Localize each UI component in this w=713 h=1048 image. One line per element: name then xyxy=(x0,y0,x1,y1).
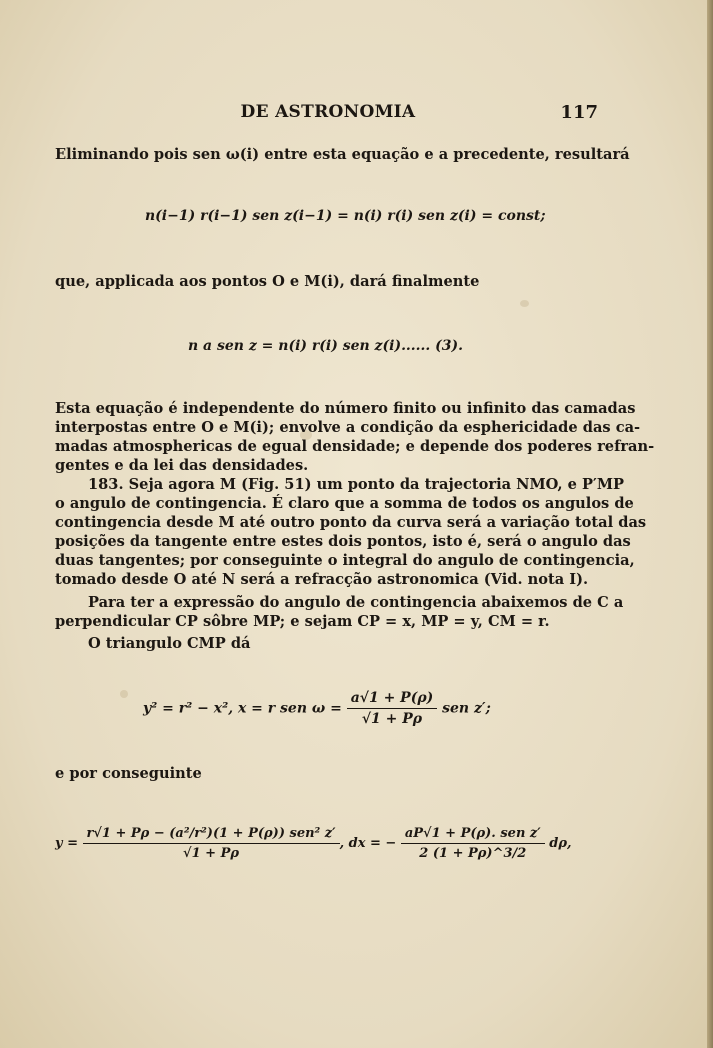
text-line: que, applicada aos pontos O e M(i), dará finalmente xyxy=(55,273,480,290)
text-line: perpendicular CP sôbre MP; e sejam CP = x, MP = y, CM = r. xyxy=(55,613,550,630)
paper-stain xyxy=(520,300,529,307)
equation-4-fraction-2 xyxy=(401,826,545,861)
equation-3-left: y² = r² − x², x = r sen ω = xyxy=(143,700,347,717)
equation-3-right: sen z′; xyxy=(437,700,491,717)
text-line: madas atmosphericas de egual densidade; e depende dos poderes refran- xyxy=(55,438,655,455)
fraction-denominator: 2 (1 + Pρ)^3/2 xyxy=(419,846,527,861)
paper-stain xyxy=(120,690,128,698)
text-line: interpostas entre O e M(i); envolve a condição da esphericidade das ca- xyxy=(55,419,641,436)
page-edge xyxy=(707,0,713,1048)
text-line: 183. Seja agora M (Fig. 51) um ponto da trajectoria NMO, e P′MP xyxy=(88,476,624,493)
equation-4-middle: , dx = − xyxy=(339,836,401,851)
text-line: contingencia desde M até outro ponto da curva será a variação total das xyxy=(55,514,647,531)
equation-4-tail: dρ, xyxy=(544,836,572,851)
equation-4-fraction-1 xyxy=(83,826,340,861)
equation-2: n a sen z = n(i) r(i) sen z(i)...... (3). xyxy=(188,338,464,354)
text-line: duas tangentes; por conseguinte o integral do angulo de contingencia, xyxy=(55,552,635,569)
page-header xyxy=(58,102,598,126)
text-line: e por conseguinte xyxy=(55,765,202,782)
text-line: Esta equação é independente do número finito ou infinito das camadas xyxy=(55,400,636,417)
equation-4 xyxy=(55,826,572,861)
fraction-denominator: √1 + Pρ xyxy=(183,846,240,861)
text-line: Eliminando pois sen ω(i) entre esta equação e a precedente, resultará xyxy=(55,146,630,163)
fraction-numerator: a√1 + P(ρ) xyxy=(347,690,438,709)
page-number: 117 xyxy=(560,102,598,123)
text-line: posições da tangente entre estes dois pontos, isto é, será o angulo das xyxy=(55,533,631,550)
fraction-numerator: r√1 + Pρ − (a²/r²)(1 + P(ρ)) sen² z′ xyxy=(83,826,340,844)
equation-3 xyxy=(143,690,491,727)
text-line: tomado desde O até N será a refracção astronomica (Vid. nota I). xyxy=(55,571,589,588)
fraction-denominator: √1 + Pρ xyxy=(361,711,423,727)
text-line: Para ter a expressão do angulo de contingencia abaixemos de C a xyxy=(88,594,624,611)
equation-4-lhs: y = xyxy=(55,836,83,851)
running-title: DE ASTRONOMIA xyxy=(240,102,416,122)
text-line: o angulo de contingencia. É claro que a somma de todos os angulos de xyxy=(55,495,634,512)
fraction-numerator: aP√1 + P(ρ). sen z′ xyxy=(401,826,545,844)
equation-1: n(i−1) r(i−1) sen z(i−1) = n(i) r(i) sen z(i) = const; xyxy=(145,208,546,224)
equation-3-fraction xyxy=(347,690,438,727)
text-line: gentes e da lei das densidades. xyxy=(55,457,309,474)
text-line: O triangulo CMP dá xyxy=(88,635,251,652)
